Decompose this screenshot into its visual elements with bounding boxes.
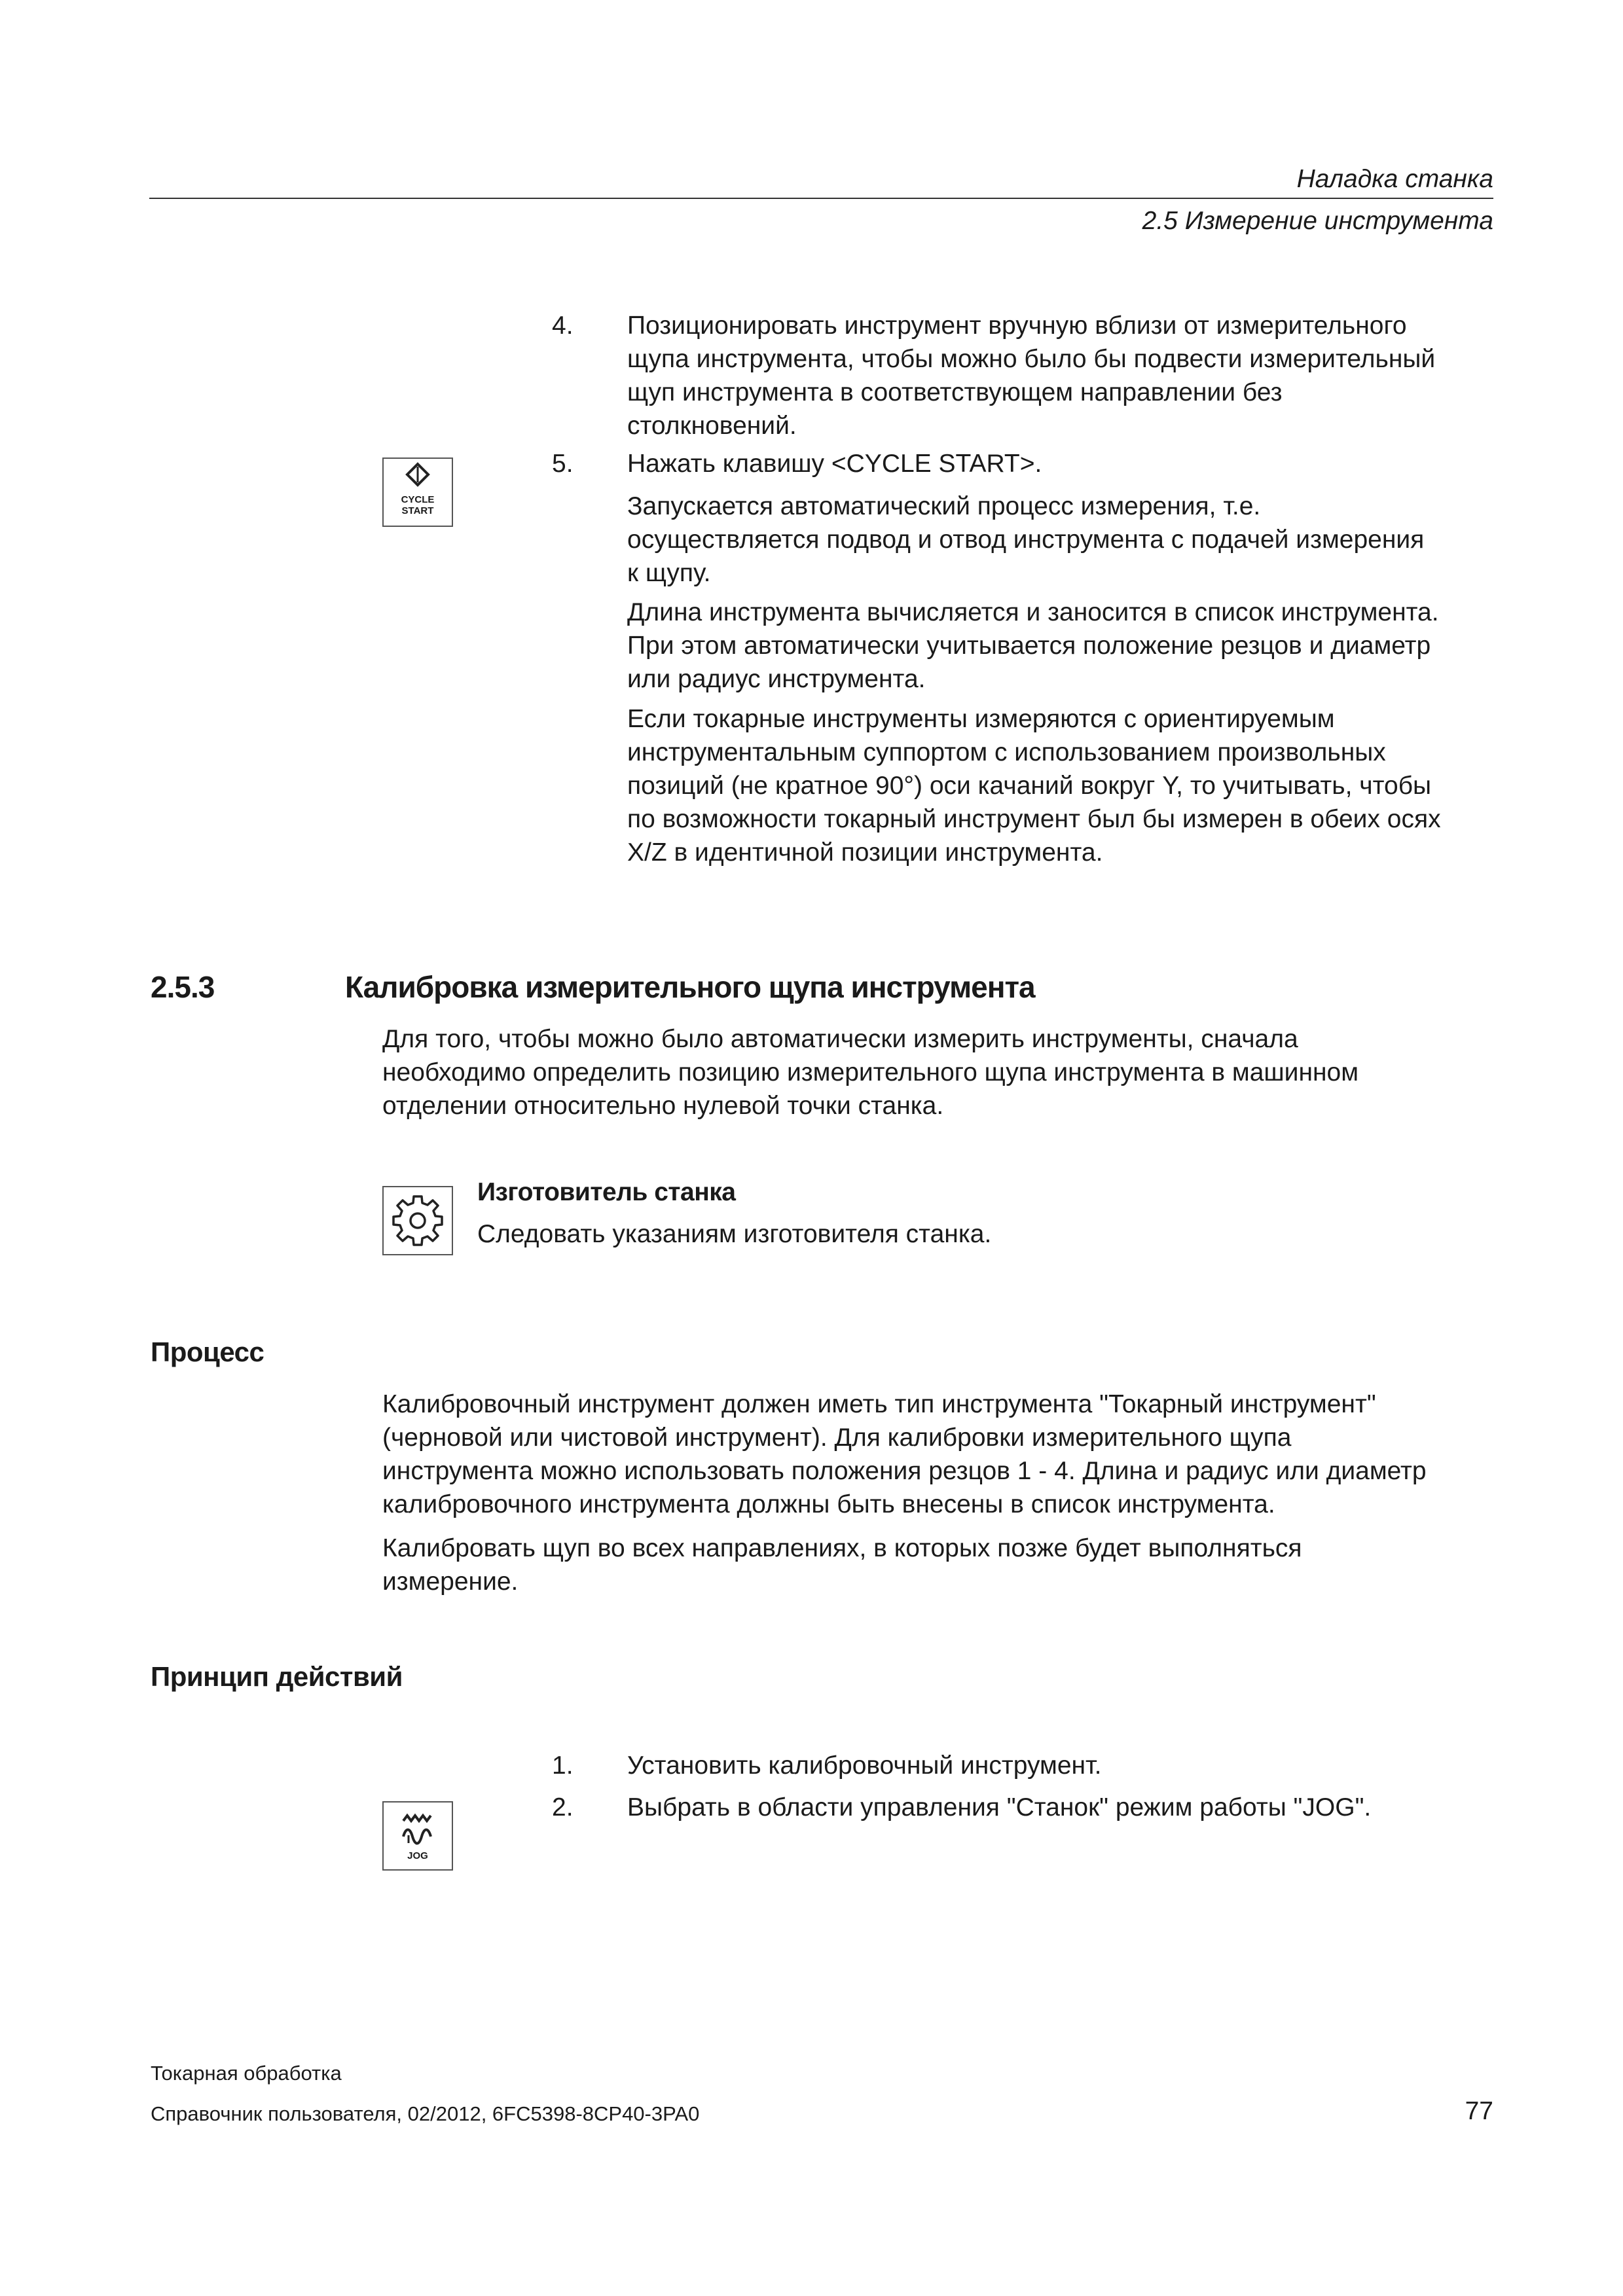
step-5-text: Нажать клавишу <CYCLE START>. — [627, 450, 1042, 478]
running-header-chapter: Наладка станка — [1296, 165, 1493, 193]
principle-step-2: Выбрать в области управления "Станок" режим работы "JOG". — [627, 1793, 1372, 1821]
start-label: START — [401, 505, 434, 516]
step-4-text: Позиционировать инструмент вручную вблизи от измерительного щупа инструмента, чтобы можно было бы подвести измерительный щуп инструмента в соответствующем направлении без столкновений. — [627, 312, 1436, 440]
step-5-paragraph-3: Если токарные инструменты измеряются с ориентируемым инструментальным суппортом с использованием произвольных позиций (не кратное 90°) оси качаний вокруг Y, то учитывать, чтобы по возможности токарный инструмент был бы измерен в обеих осях X/Z в идентичной позиции инструмента. — [627, 705, 1441, 867]
jog-label: JOG — [407, 1850, 428, 1861]
gear-symbol-icon — [384, 1187, 452, 1254]
running-header-section: 2.5 Измерение инструмента — [1142, 207, 1493, 235]
process-paragraph-1: Калибровочный инструмент должен иметь тип инструмента "Токарный инструмент" (черновой или чистовой инструмент). Для калибровки измерительного щупа инструмента можно использовать положения резцов 1 - 4. Длина и радиус или диаметр калибровочного инструмента должны быть внесены в список инструмента. — [382, 1390, 1427, 1518]
principle-step-1: Установить калибровочный инструмент. — [627, 1751, 1102, 1780]
page-number: 77 — [1465, 2097, 1493, 2125]
header-divider — [149, 198, 1493, 199]
process-paragraph-2: Калибровать щуп во всех направлениях, в которых позже будет выполняться измерение. — [382, 1534, 1302, 1596]
section-intro: Для того, чтобы можно было автоматически измерить инструменты, сначала необходимо определить позицию измерительного щупа инструмента в машинном отделении относительно нулевой точки станка. — [382, 1025, 1359, 1120]
step-5-paragraph-2: Длина инструмента вычисляется и заносится в список инструмента. При этом автоматически учитывается положение резцов и диаметр или радиус инструмента. — [627, 598, 1439, 693]
step-number: 1. — [552, 1751, 574, 1780]
cycle-start-key-icon — [382, 457, 453, 527]
footer-document-info: Справочник пользователя, 02/2012, 6FC5398-8CP40-3PA0 — [151, 2102, 700, 2125]
note-text: Следовать указаниям изготовителя станка. — [477, 1220, 992, 1248]
note-title: Изготовитель станка — [477, 1178, 736, 1206]
gear-icon — [382, 1186, 453, 1255]
step-number: 2. — [552, 1793, 574, 1821]
step-number: 4. — [552, 312, 574, 340]
footer-title: Токарная обработка — [151, 2062, 342, 2085]
step-5-paragraph-1: Запускается автоматический процесс измерения, т.е. осуществляется подвод и отвод инструмента с подачей измерения к щупу. — [627, 492, 1425, 587]
cycle-label: CYCLE — [401, 494, 435, 505]
step-number: 5. — [552, 450, 574, 478]
jog-key-icon — [382, 1801, 453, 1871]
section-title: Калибровка измерительного щупа инструмента — [345, 970, 1035, 1004]
process-heading: Процесс — [151, 1336, 264, 1367]
section-number: 2.5.3 — [151, 970, 215, 1004]
principle-heading: Принцип действий — [151, 1661, 403, 1692]
